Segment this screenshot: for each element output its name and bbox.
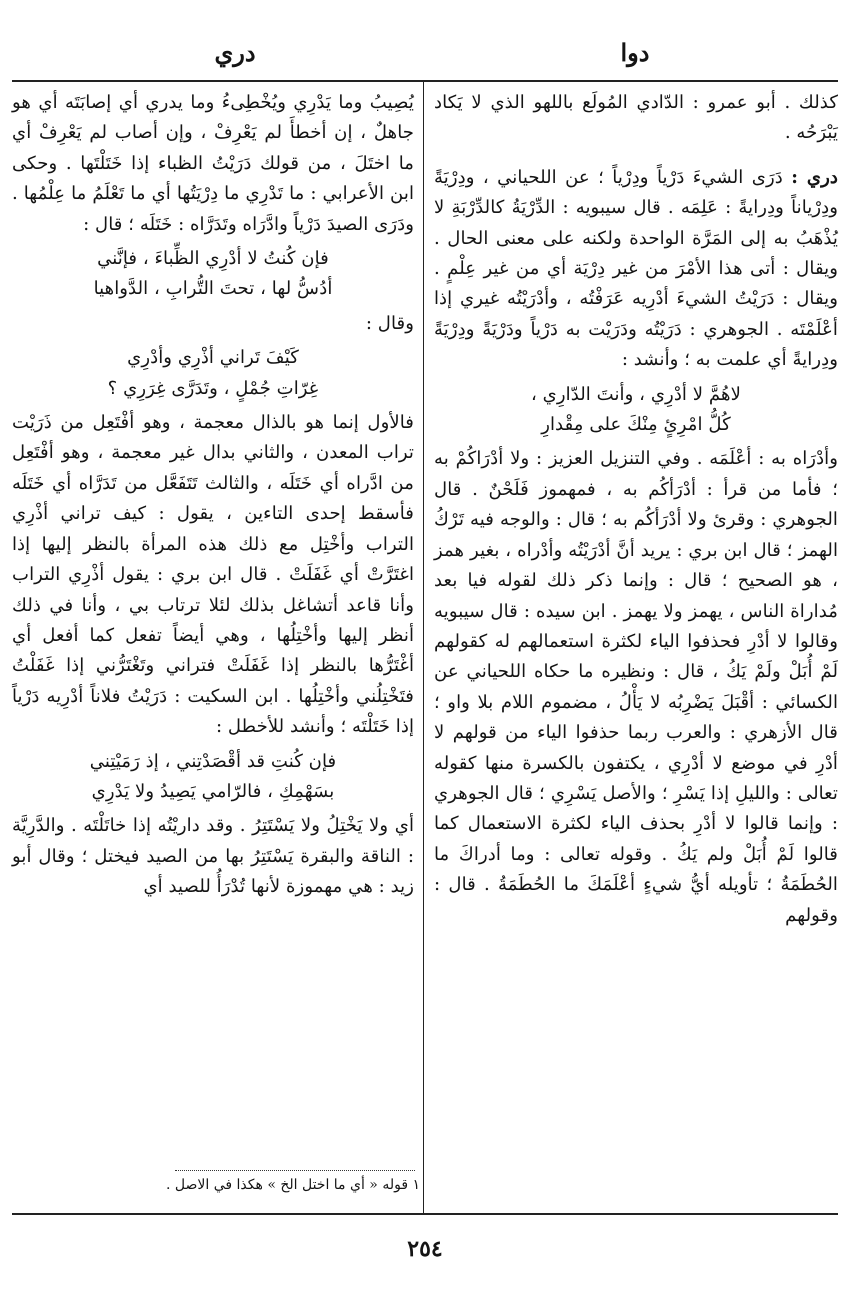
bottom-rule	[12, 1213, 838, 1215]
paragraph: يُصِيبُ وما يَدْرِي ويُخْطِىءُ وما يدري أي إصابَتَه أي هو جاهلٌ ، إن أخطأَ لم يَعْرِفْ ، وإن أصاب لم يَعْرِفْ أي ما اختَلَ ، من قولك دَرَيْتُ الظباء إذا خَتَلْتَها . وحكى ابن الأعرابي : ما تَدْرِي ما دِرْيَتُها أي ما تَعْلَمُ ما عِلْمُها . ودَرَى الصيدَ دَرْياً وادَّرَاه وتَدَرَّاه : خَتَلَه ؛ قال :	[12, 92, 414, 235]
verse-block	[12, 747, 414, 808]
column-separator	[423, 82, 424, 1213]
page-number: ٢٥٤	[407, 1236, 443, 1262]
verse-line: فإن كُنتِ قد أقْصَدْتِني ، إذ رَمَيْتِني	[89, 750, 337, 772]
left-column	[12, 88, 414, 903]
verse-block	[12, 343, 414, 404]
top-rule	[12, 80, 838, 82]
headword: دري :	[791, 166, 838, 188]
verse-block	[12, 244, 414, 305]
running-header-right: دوا	[620, 38, 650, 67]
verse-line: أدُسُّ لها ، تحتَ التُّرابِ ، الدَّواهيا	[93, 278, 333, 300]
verse-line: غِرّاتِ جُمْلٍ ، وتَدَرَّى غِرَرِي ؟	[107, 377, 319, 399]
verse-line: كُلُّ امْرِئٍ مِنْكَ على مِقْدارِ	[541, 414, 731, 436]
verse-line: لاهُمَّ لا أدْرِي ، وأنتَ الدّارِي ،	[530, 383, 741, 405]
paragraph: وقال :	[365, 312, 414, 334]
paragraph: فالأول إنما هو بالذال معجمة ، وهو أفْتَعِل من ذَرَيْت تراب المعدن ، والثاني بدال غير معجمة ، وهو أفْتَعِل من ادَّراه أي خَتَلَه ، والثالث تَتَفَعَّل من تَدَرَّاه أي خَتَلَه فأسقط إحدى التاءين ، يقول : كيف تراني أذْرِي التراب وأخْتِل مع ذلك هذه المرأة بالنظر إليها إذا اغتَرَّتْ أي غَفَلَتْ . قال ابن بري : يقول أذْرِي التراب وأنا قاعد أتشاغل بذلك لئلا ترتاب بي ، وأنا في ذلك أنظر إليها وأخْتِلُها ، وهي أيضاً تفعل كما أفعل أي أغْتَرُّها بالنظر إذا غَفَلَتْ فتراني وتَغْتَرُّني إذا غَفَلْتُ فتَخْتِلُني وأخْتِلُها . ابن السكيت : دَرَيْتُ فلاناً أدْرِيه دَرْياً إذا خَتَلْتَه ؛ وأنشد للأخطل :	[12, 412, 414, 738]
right-column	[434, 88, 838, 931]
verse-line: بسَهْمِكِ ، فالرّامي يَصِيدُ ولا يَدْرِي	[91, 780, 335, 802]
verse-line: كَيْفَ تَراني أذْرِي وأدْرِي	[127, 347, 299, 369]
footnote-rule	[175, 1170, 415, 1171]
verse-block	[434, 380, 838, 441]
running-header-left: دري	[214, 38, 256, 67]
footnote: ١ قوله « أي ما اختل الخ » هكذا في الاصل .	[165, 1177, 420, 1193]
entry-text: دَرَى الشيءَ دَرْياً ودِرْياً ؛ عن اللحياني ، ودِرْيَةً ودِرْياناً ودِرايةً : عَلِمَه . قال سيبويه : الدِّرْيَةُ كالدِّرْبَةِ لا يُذْهَبُ به إلى المَرَّة الواحدة ولكنه على معنى الحال . ويقال : أتى هذا الأمْرَ من غير دِرْيَة أي من غير عِلْمٍ . ويقال : دَرَيْتُ الشيءَ أدْرِيه عَرَفْتُه ، وأدْرَيْتُه غيري إذا أعْلَمْتَه . الجوهري : دَرَيْتُه ودَرَيْت به دَرْياً ودَرْيَةً ودِرْيَةً ودِرايةً أي علمت به ؛ وأنشد :	[434, 166, 838, 371]
paragraph: أي ولا يَخْتِلُ ولا يَسْتَتِرُ . وقد داريْتُه إذا خاتَلْتَه . والدَّرِيَّة : الناقة والبقرة يَسْتَتِرُ بها من الصيد فيختل ؛ وقال أبو زيد : هي مهموزة لأنها تُدْرَأُ للصيد أي	[12, 815, 414, 898]
entry-dri	[434, 163, 838, 376]
paragraph: وأدْرَاه به : أعْلَمَه . وفي التنزيل العزيز : ولا أدْرَاكُمْ به ؛ فأما من قرأ : أدْرَأكُم به ، فمهموز فَلَحْنٌ . قال الجوهري : وقرئ ولا أدْرَأكُم به ؛ قال : والوجه فيه تَرْكُ الهمز ؛ قال ابن بري : يريد أنَّ أدْرَيْتُه وأدْراه ، بغير همز ، هو الصحيح ؛ قال : وإنما ذكر ذلك لقوله فيا بعد مُداراة الناس ، يهمز ولا يهمز . ابن سيده : قال سيبويه وقالوا لا أدْرِ فحذفوا الياء لكثرة استعمالهم له كقولهم لَمْ أُبَلْ ولَمْ يَكُ ، قال : ونظيره ما حكاه اللحياني عن الكسائي : أقْبَلَ يَضْرِبُه لا يَأْلُ ، مضموم اللام بلا واو ؛ قال الأزهري : والعرب ربما حذفوا الياء من قولهم لا أدْرِ في موضع لا أدْرِي ، يكتفون بالكسرة منها كقوله تعالى : والليلِ إذا يَسْرِ ؛ والأصل يَسْرِي ؛ قال الجوهري : وإنما قالوا لا أدْرِ بحذف الياء لكثرة الاستعمال كما قالوا لَمْ أُبَلْ ولم يَكُ . وقوله تعالى : وما أدراكَ ما الحُطَمَةُ ؛ تأويله أيُّ شيءٍ أعْلَمَكَ ما الحُطَمَةُ . قال : وقولهم	[434, 448, 838, 926]
verse-line: فإن كُنتُ لا أدْرِي الظِّباءَ ، فإنَّني	[97, 248, 329, 270]
paragraph: كذلك . أبو عمرو : الدّادي المُولَع باللهو الذي لا يَكاد يَبْرَحُه .	[434, 92, 838, 144]
